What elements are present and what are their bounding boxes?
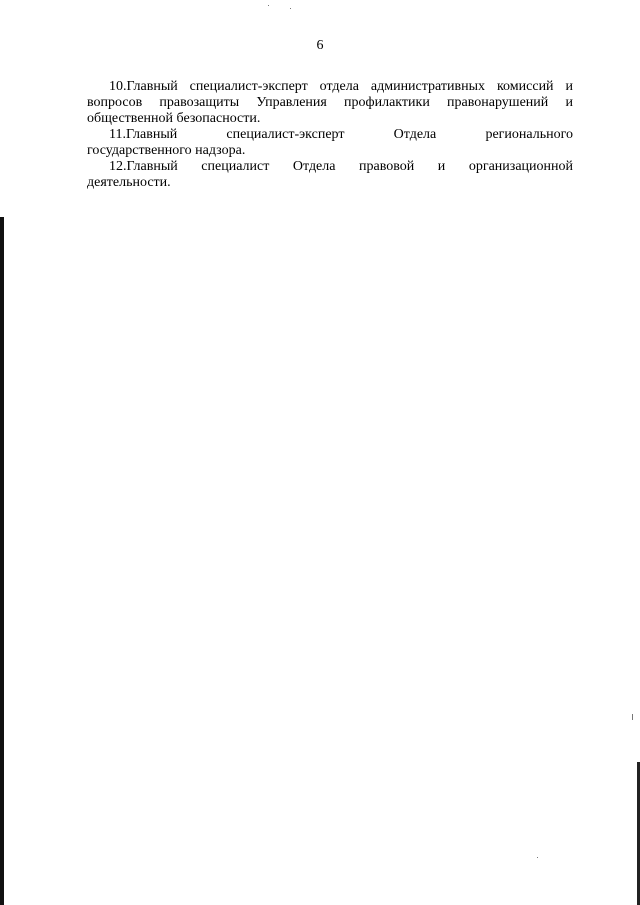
list-item-11-line-1: 11.Главный специалист-эксперт Отдела регионального [109, 127, 573, 142]
list-item-12 [87, 159, 573, 191]
list-item-11 [87, 127, 573, 159]
page-number: 6 [316, 38, 324, 53]
list-item-10-line-1: 10.Главный специалист-эксперт отдела административных комиссий и [109, 79, 573, 94]
document-body [87, 79, 573, 191]
scan-speck [632, 714, 633, 720]
scan-speck [537, 857, 538, 858]
list-item-10-line-2: вопросов правозащиты Управления профилактики правонарушений и [87, 95, 573, 110]
list-item-12-line-2: деятельности. [87, 175, 171, 190]
scan-speck [290, 8, 291, 9]
list-item-10 [87, 79, 573, 127]
scan-edge-left [0, 217, 4, 905]
list-item-10-line-3: общественной безопасности. [87, 111, 261, 126]
list-item-12-line-1: 12.Главный специалист Отдела правовой и организационной [109, 159, 573, 174]
scan-speck [268, 5, 269, 6]
list-item-11-line-2: государственного надзора. [87, 143, 246, 158]
